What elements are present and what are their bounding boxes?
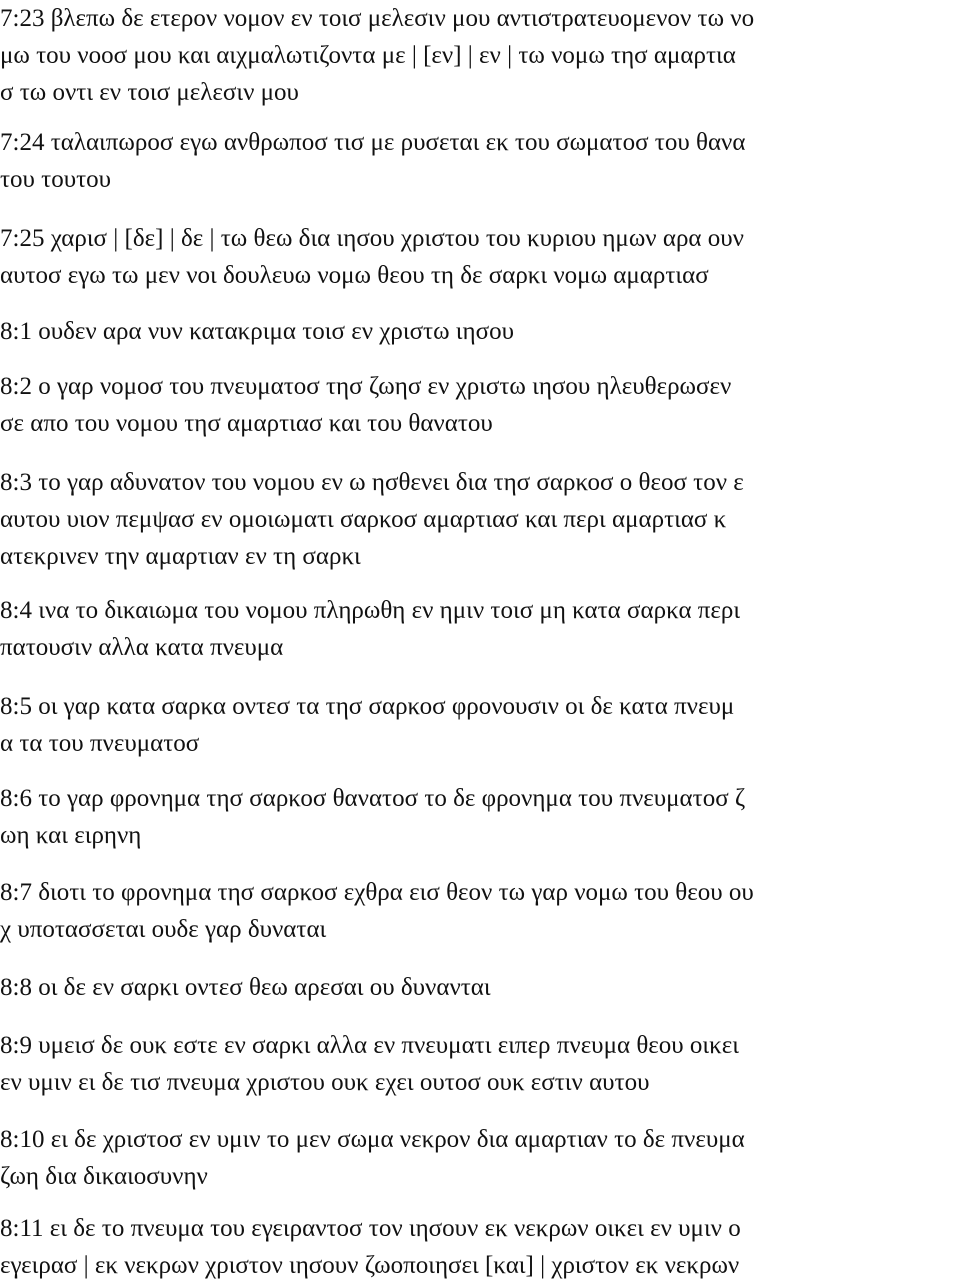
verse-7-23 xyxy=(0,0,960,111)
verse-line: εγειρασ | εκ νεκρων χριστον ιησουν ζωοποιησει [και] | χριστον εκ νεκρων xyxy=(0,1252,740,1279)
verse-line: 8:1 ουδεν αρα νυν κατακριμα τοισ εν χριστω ιησου xyxy=(0,318,514,345)
verse-line: 8:5 οι γαρ κατα σαρκα οντεσ τα τησ σαρκοσ φρονουσιν οι δε κατα πνευμ xyxy=(0,693,735,720)
verse-8-8 xyxy=(0,969,960,1006)
verse-line: ατεκρινεν την αμαρτιαν εν τη σαρκι xyxy=(0,543,361,570)
verse-8-5 xyxy=(0,688,960,762)
verse-8-4 xyxy=(0,592,960,666)
verse-8-1 xyxy=(0,313,960,350)
verse-line: α τα του πνευματοσ xyxy=(0,730,200,757)
verse-line: χ υποτασσεται ουδε γαρ δυναται xyxy=(0,916,327,943)
verse-8-9 xyxy=(0,1027,960,1101)
verse-line: αυτου υιον πεμψασ εν ομοιωματι σαρκοσ αμαρτιασ και περι αμαρτιασ κ xyxy=(0,506,727,533)
verse-line: 8:7 διοτι το φρονημα τησ σαρκοσ εχθρα εισ θεον τω γαρ νομω του θεου ου xyxy=(0,879,754,906)
verse-8-6 xyxy=(0,780,960,854)
verse-line: αυτοσ εγω τω μεν νοι δουλευω νομω θεου τη δε σαρκι νομω αμαρτιασ xyxy=(0,262,709,289)
verse-line: 7:24 ταλαιπωροσ εγω ανθρωποσ τισ με ρυσεται εκ του σωματοσ του θανα xyxy=(0,129,746,156)
verse-line: πατουσιν αλλα κατα πνευμα xyxy=(0,634,284,661)
verse-line: εν υμιν ει δε τισ πνευμα χριστου ουκ εχει ουτοσ ουκ εστιν αυτου xyxy=(0,1069,650,1096)
verse-line: 7:23 βλεπω δε ετερον νομον εν τοισ μελεσιν μου αντιστρατευομενον τω νο xyxy=(0,5,755,32)
verse-line: 8:6 το γαρ φρονημα τησ σαρκοσ θανατοσ το δε φρονημα του πνευματοσ ζ xyxy=(0,785,746,812)
verse-line: 8:4 ινα το δικαιωμα του νομου πληρωθη εν ημιν τοισ μη κατα σαρκα περι xyxy=(0,597,741,624)
verse-line: 8:2 ο γαρ νομοσ του πνευματοσ τησ ζωησ εν χριστω ιησου ηλευθερωσεν xyxy=(0,373,732,400)
verse-line: του τουτου xyxy=(0,166,112,193)
verse-line: 7:25 χαρισ | [δε] | δε | τω θεω δια ιησου χριστου του κυριου ημων αρα ουν xyxy=(0,225,744,252)
verse-8-2 xyxy=(0,368,960,442)
verse-line: 8:3 το γαρ αδυνατον του νομου εν ω ησθενει δια τησ σαρκοσ ο θεοσ τον ε xyxy=(0,469,744,496)
verse-line: 8:10 ει δε χριστοσ εν υμιν το μεν σωμα νεκρον δια αμαρτιαν το δε πνευμα xyxy=(0,1126,745,1153)
verse-line: ζωη δια δικαιοσυνην xyxy=(0,1163,208,1190)
verse-line: μω του νοοσ μου και αιχμαλωτιζοντα με | [εν] | εν | τω νομω τησ αμαρτια xyxy=(0,42,736,69)
verse-line: ωη και ειρηνη xyxy=(0,822,142,849)
verse-7-25 xyxy=(0,220,960,294)
verse-8-3 xyxy=(0,464,960,575)
verse-line: σε απο του νομου τησ αμαρτιασ και του θανατου xyxy=(0,410,493,437)
verse-line: σ τω οντι εν τοισ μελεσιν μου xyxy=(0,79,299,106)
verse-line: 8:8 οι δε εν σαρκι οντεσ θεω αρεσαι ου δυνανται xyxy=(0,974,491,1001)
verse-8-11 xyxy=(0,1210,960,1284)
verse-8-7 xyxy=(0,874,960,948)
verse-8-10 xyxy=(0,1121,960,1195)
verse-line: 8:9 υμεισ δε ουκ εστε εν σαρκι αλλα εν πνευματι ειπερ πνευμα θεου οικει xyxy=(0,1032,739,1059)
verse-7-24 xyxy=(0,124,960,198)
verse-line: 8:11 ει δε το πνευμα του εγειραντοσ τον ιησουν εκ νεκρων οικει εν υμιν ο xyxy=(0,1215,741,1242)
